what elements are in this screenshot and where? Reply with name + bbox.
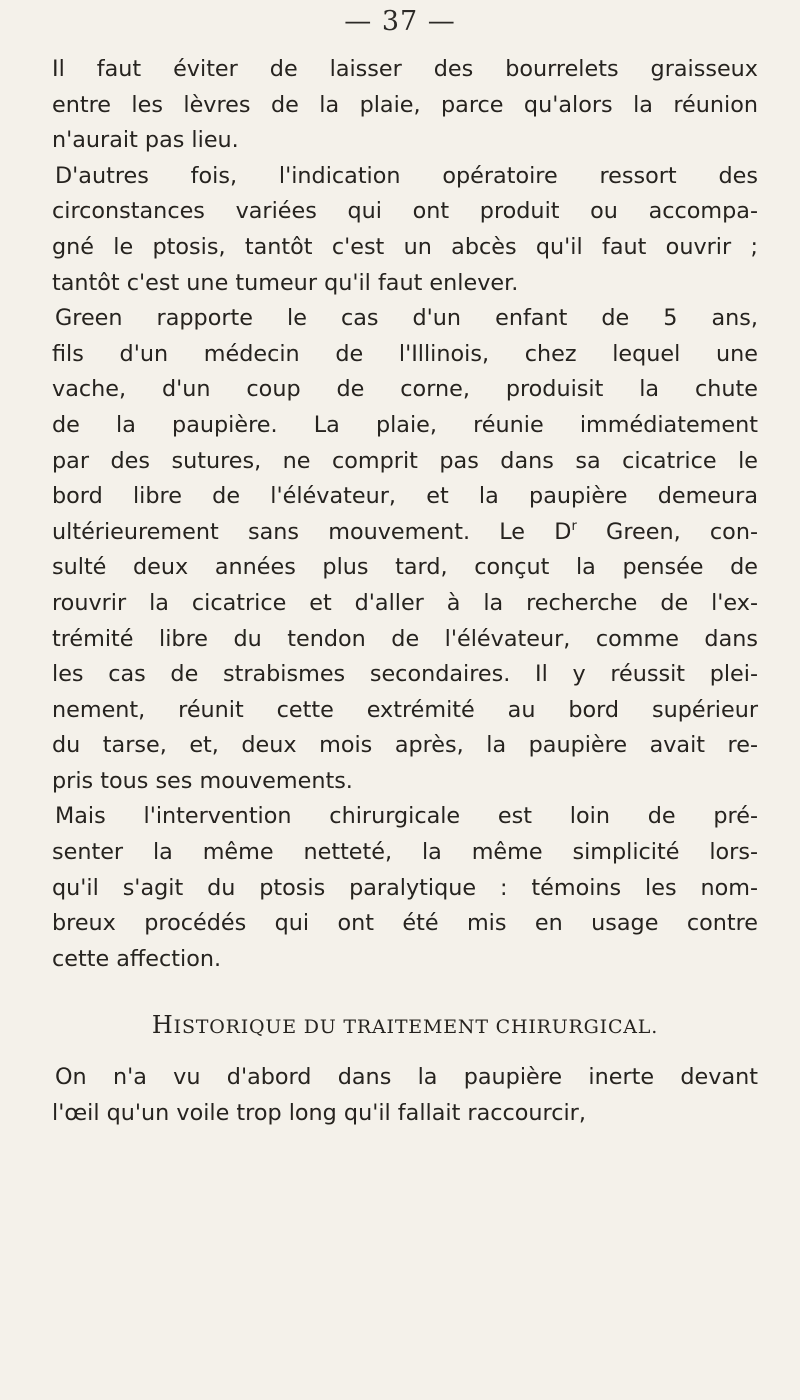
text-line: cette affection. bbox=[52, 945, 222, 972]
text-line: fils d'un médecin de l'Illinois, chez lequel une bbox=[52, 340, 758, 367]
section-heading bbox=[52, 1007, 758, 1044]
paragraph-5 bbox=[52, 1060, 758, 1131]
text-line: vache, d'un coup de corne, produisit la chute bbox=[52, 376, 758, 403]
paragraph-1 bbox=[52, 52, 758, 159]
text-line: Green rapporte le cas d'un enfant de 5 ans, bbox=[55, 305, 758, 332]
text-line: l'œil qu'un voile trop long qu'il fallait raccourcir, bbox=[52, 1100, 586, 1127]
text-line: n'aurait pas lieu. bbox=[52, 127, 239, 154]
page-body bbox=[52, 52, 758, 1132]
superscript: r bbox=[571, 518, 577, 534]
text-line: senter la même netteté, la même simplicité lors- bbox=[52, 839, 758, 866]
paragraph-3 bbox=[52, 301, 758, 799]
text-line: sulté deux années plus tard, conçut la pensée de bbox=[52, 554, 758, 581]
text-line: les cas de strabismes secondaires. Il y réussit plei- bbox=[52, 661, 758, 688]
text-line: trémité libre du tendon de l'élévateur, comme dans bbox=[52, 625, 758, 652]
page-number: — 37 — bbox=[344, 6, 456, 37]
text-line: gné le ptosis, tantôt c'est un abcès qu'il faut ouvrir ; bbox=[52, 233, 758, 260]
text-line-with-superscript bbox=[52, 515, 758, 551]
text-line: de la paupière. La plaie, réunie immédiatement bbox=[52, 411, 758, 438]
text-line: circonstances variées qui ont produit ou accompa- bbox=[52, 198, 758, 225]
text-line: Mais l'intervention chirurgicale est loin de pré- bbox=[55, 803, 758, 830]
text-line: tantôt c'est une tumeur qu'il faut enlever. bbox=[52, 269, 519, 296]
text-line: rouvrir la cicatrice et d'aller à la recherche de l'ex- bbox=[52, 589, 758, 616]
heading-text: ISTORIQUE DU TRAITEMENT CHIRURGICAL. bbox=[173, 1016, 659, 1039]
text-line: bord libre de l'élévateur, et la paupière demeura bbox=[52, 483, 758, 510]
text-segment: ultérieurement sans mouvement. Le D bbox=[52, 518, 572, 545]
paragraph-4 bbox=[52, 799, 758, 977]
text-line: nement, réunit cette extrémité au bord supérieur bbox=[52, 696, 758, 723]
heading-initial: H bbox=[151, 1011, 174, 1040]
paragraph-2 bbox=[52, 159, 758, 301]
text-segment: Green, con- bbox=[576, 518, 758, 545]
text-line: pris tous ses mouvements. bbox=[52, 767, 353, 794]
text-line: par des sutures, ne comprit pas dans sa cicatrice le bbox=[52, 447, 758, 474]
text-line: entre les lèvres de la plaie, parce qu'alors la réunion bbox=[52, 91, 758, 118]
text-line: D'autres fois, l'indication opératoire ressort des bbox=[55, 162, 758, 189]
text-line: du tarse, et, deux mois après, la paupière avait re- bbox=[52, 732, 758, 759]
text-line: breux procédés qui ont été mis en usage contre bbox=[52, 910, 758, 937]
text-line: qu'il s'agit du ptosis paralytique : témoins les nom- bbox=[52, 874, 758, 901]
text-line: Il faut éviter de laisser des bourrelets graisseux bbox=[52, 56, 758, 82]
text-line: On n'a vu d'abord dans la paupière inerte devant bbox=[55, 1064, 758, 1091]
